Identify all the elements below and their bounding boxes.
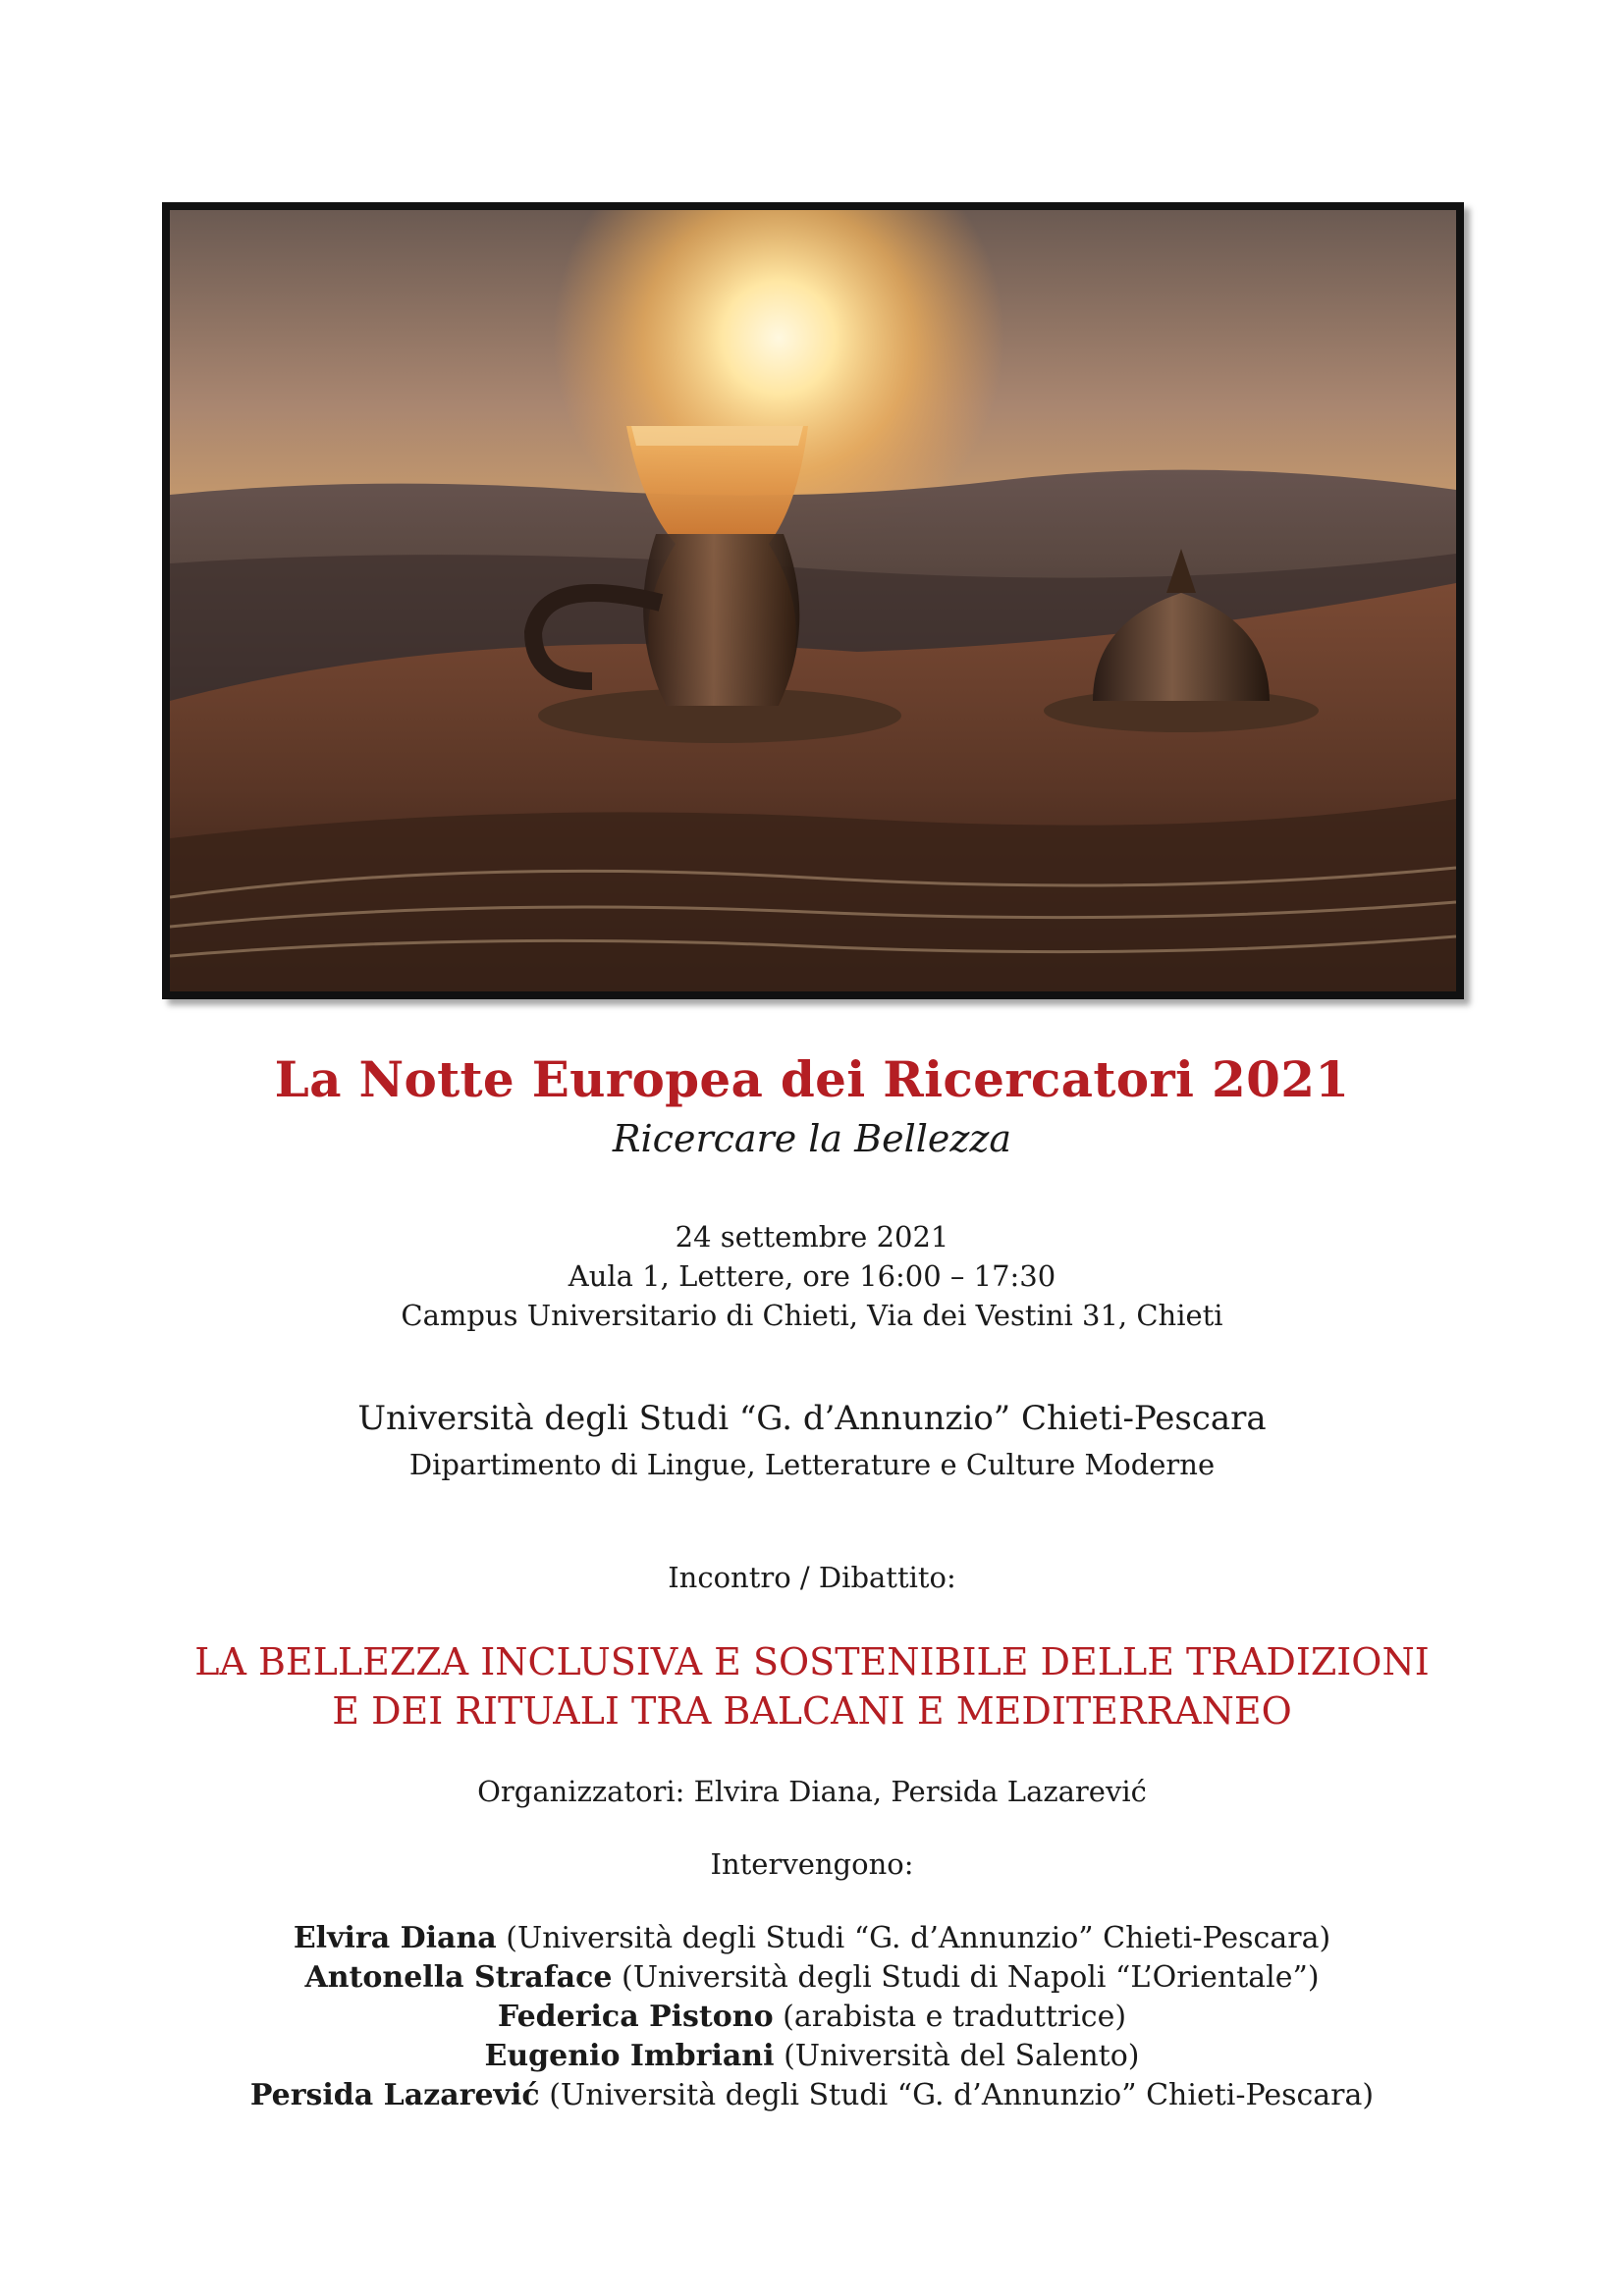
hero-photo — [162, 202, 1464, 999]
organizers: Organizzatori: Elvira Diana, Persida Lazarević — [477, 1775, 1147, 1808]
speaker-row — [0, 2037, 1624, 2076]
speaker-name: Federica Pistono — [497, 2000, 774, 2034]
page-subtitle: Ricercare la Bellezza — [612, 1117, 1012, 1160]
event-location: Campus Universitario di Chieti, Via dei Vestini 31, Chieti — [401, 1299, 1223, 1332]
event-title-line-1: LA BELLEZZA INCLUSIVA E SOSTENIBILE DELLE TRADIZIONI — [194, 1640, 1430, 1683]
page-title: La Notte Europea dei Ricercatori 2021 — [274, 1050, 1350, 1108]
speaker-name: Persida Lazarević — [249, 2078, 540, 2112]
event-type: Incontro / Dibattito: — [668, 1561, 956, 1594]
speaker-name: Elvira Diana — [293, 1921, 497, 1955]
event-details — [0, 1217, 1624, 1335]
event-title-line-2: E DEI RITUALI TRA BALCANI E MEDITERRANEO — [332, 1689, 1292, 1733]
event-date: 24 settembre 2021 — [675, 1220, 949, 1254]
tea-sunset-illustration — [170, 210, 1456, 991]
speaker-affiliation: (arabista e traduttrice) — [783, 2000, 1127, 2034]
speaker-row — [0, 1919, 1624, 1958]
speaker-name: Antonella Straface — [304, 1960, 613, 1995]
speaker-row — [0, 1958, 1624, 1998]
department-name: Dipartimento di Lingue, Letterature e Culture Moderne — [408, 1448, 1216, 1481]
speaker-affiliation: (Università degli Studi “G. d’Annunzio” Chieti-Pescara) — [549, 2078, 1375, 2112]
speaker-affiliation: (Università degli Studi “G. d’Annunzio” Chieti-Pescara) — [506, 1921, 1331, 1955]
speaker-name: Eugenio Imbriani — [484, 2039, 775, 2073]
event-room-time: Aula 1, Lettere, ore 16:00 – 17:30 — [568, 1259, 1056, 1293]
event-title — [0, 1637, 1624, 1735]
speakers-label: Intervengono: — [710, 1847, 914, 1881]
speaker-row — [0, 1998, 1624, 2037]
speaker-affiliation: (Università del Salento) — [784, 2039, 1140, 2073]
speaker-row — [0, 2076, 1624, 2115]
speakers-list — [0, 1919, 1624, 2115]
speaker-affiliation: (Università degli Studi di Napoli “L’Orientale”) — [621, 1960, 1320, 1995]
university-name: Università degli Studi “G. d’Annunzio” Chieti-Pescara — [357, 1399, 1267, 1438]
